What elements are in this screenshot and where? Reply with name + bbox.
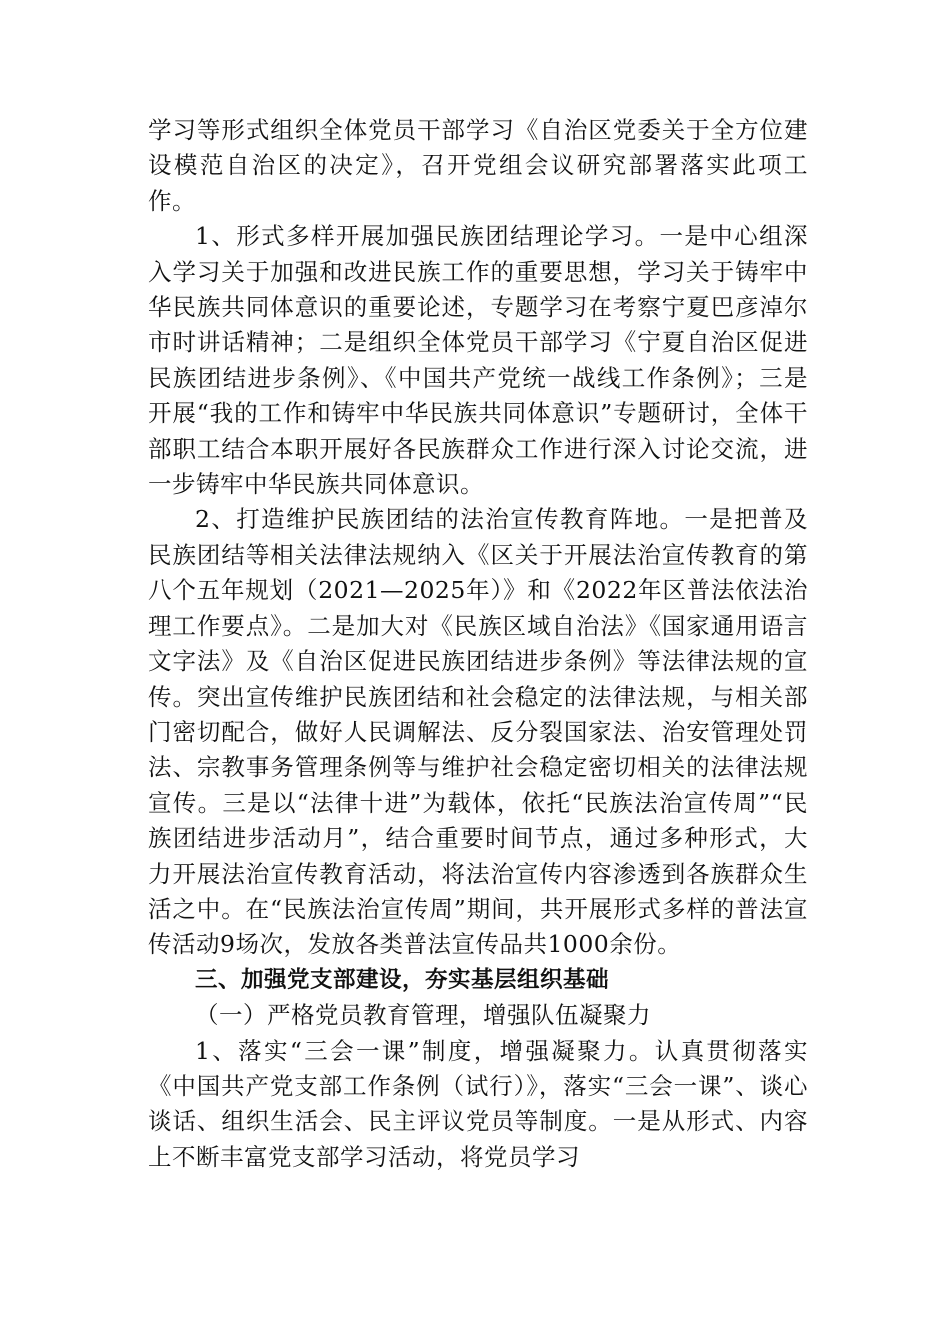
paragraph-continuation: 学习等形式组织全体党员干部学习《自治区党委关于全方位建设模范自治区的决定》，召开党组会议研究部署落实此项工作。 [148,116,808,215]
subsection-heading: （一）严格党员教育管理，增强队伍凝聚力 [195,1001,651,1030]
paragraph-three-meetings: 1、落实“三会一课”制度，增强凝聚力。认真贯彻落实《中国共产党支部工作条例（试行）》，落实“三会一课”、谈心谈话、组织生活会、民主评议党员等制度。一是从形式、内容上不断丰富党支部学习活动，将党员学习 [148,1036,808,1171]
paragraph-legal-education: 2、打造维护民族团结的法治宣传教育阵地。一是把普及民族团结等相关法律法规纳入《区关于开展法治宣传教育的第八个五年规划（2021—2025年）》和《2022年区普法依法治理工作要点》。二是加大对《民族区域自治法》《国家通用语言文字法》及《自治区促进民族团结进步条例》等法律法规的宣传。突出宣传维护民族团结和社会稳定的法律法规，与相关部门密切配合，做好人民调解法、反分裂国家法、治安管理处罚法、宗教事务管理条例等与维护社会稳定密切相关的法律法规宣传。三是以“法律十进”为载体，依托“民族法治宣传周”“民族团结进步活动月”，结合重要时间节点，通过多种形式，大力开展法治宣传教育活动，将法治宣传内容渗透到各族群众生活之中。在“民族法治宣传周”期间，共开展形式多样的普法宣传活动9场次，发放各类普法宣传品共1000余份。 [148,505,808,959]
document-body [148,113,808,1175]
paragraph-theory-study: 1、形式多样开展加强民族团结理论学习。一是中心组深入学习关于加强和改进民族工作的重要思想，学习关于铸牢中华民族共同体意识的重要论述，专题学习在考察宁夏巴彦淖尔市时讲话精神；二是组织全体党员干部学习《宁夏自治区促进民族团结进步条例》、《中国共产党统一战线工作条例》；三是开展“我的工作和铸牢中华民族共同体意识”专题研讨，全体干部职工结合本职开展好各民族群众工作进行深入讨论交流，进一步铸牢中华民族共同体意识。 [148,222,808,499]
section-heading: 三、加强党支部建设，夯实基层组织基础 [195,966,610,993]
